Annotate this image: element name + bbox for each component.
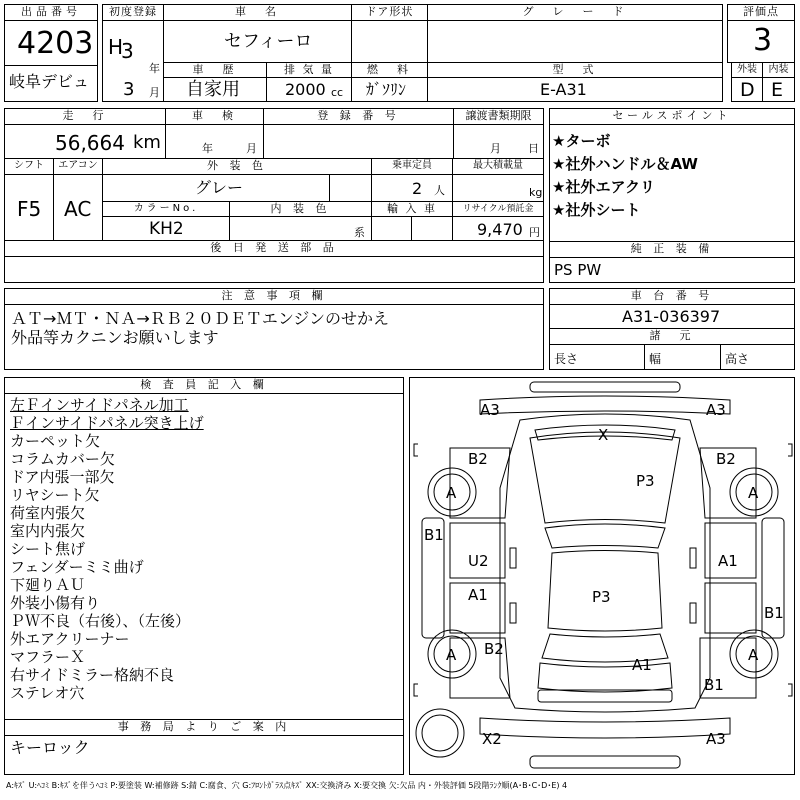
first-reg-cell	[102, 20, 164, 102]
reg-year: 3	[121, 39, 134, 63]
transfer-cell	[453, 124, 544, 159]
front-bumper	[480, 396, 730, 414]
transfer-label: 譲渡書類期限	[453, 108, 544, 125]
mileage: 56,664	[55, 131, 125, 155]
interior-label: 内装	[762, 62, 795, 78]
history-cell	[163, 77, 267, 102]
score-cell	[727, 20, 795, 63]
later-parts-label: 後 日 発 送 部 品	[4, 240, 544, 257]
chassis-number: A31-036397	[622, 307, 721, 326]
mark-left-rear-fender: B2	[484, 640, 504, 658]
car-name-cell	[163, 20, 352, 63]
model-cell	[427, 77, 723, 102]
door-type-cell	[351, 20, 428, 63]
sales-point: ★社外ハンドル＆AW	[552, 155, 698, 173]
grade-label: グ レ ー ド	[427, 4, 723, 21]
mark-roof: P3	[592, 588, 611, 606]
inspector-line: 右サイドミラー格納不良	[10, 666, 174, 684]
inspector-line: 外エアクリーナー	[10, 630, 130, 648]
mark-left-fender: B2	[468, 450, 488, 468]
right-rear-door	[705, 583, 756, 633]
later-parts-cell	[4, 256, 544, 283]
sales-point: ★社外シート	[552, 201, 641, 219]
inspector-line: Ｆインサイドパネル突き上げ	[10, 414, 204, 432]
car-name-label: 車 名	[163, 4, 352, 21]
inspector-line: 下廻りＡＵ	[10, 576, 86, 594]
mark-hood: P3	[636, 472, 655, 490]
mark-right-rear-fender: B1	[704, 676, 724, 694]
inspector-line: リヤシート欠	[10, 486, 100, 504]
door-type-label: ドア形状	[351, 4, 428, 21]
inspector-cell	[4, 393, 404, 720]
color-no: KH2	[149, 219, 184, 239]
mark-wheel-front-right: A	[748, 484, 759, 502]
score-label: 評価点	[727, 4, 795, 21]
recycle-label: リサイクル預託金	[452, 201, 544, 217]
genuine-equipment-cell	[549, 257, 795, 283]
inspector-line: カーペット欠	[10, 432, 101, 450]
legend: A:ｷｽﾞ U:ﾍｺﾐ B:ｷｽﾞを伴うﾍｺﾐ P:要塗装 W:補修跡 S:錆 C:腐食、穴 G:ﾌﾛﾝﾄｶﾞﾗｽ点ｷｽﾞ XX:交換済み X:要交換 欠:欠品 内・外装評価 5段階ﾗﾝｸ順(A･B･C･D･E) 4	[6, 781, 568, 790]
history-label: 車 歴	[163, 62, 267, 78]
capacity: 2	[412, 179, 423, 198]
notes-line: 外品等カクニンお願いします	[11, 328, 219, 347]
displacement-label: 排 気 量	[266, 62, 352, 78]
mark-left-rear-door: A1	[468, 586, 488, 604]
transfer-month-unit: 月	[490, 142, 501, 155]
reg-month: 3	[123, 79, 135, 100]
mark-rear-left: X2	[482, 730, 502, 748]
height-cell	[720, 344, 795, 370]
displacement: 2000	[285, 80, 326, 99]
import-label: 輸 入 車	[371, 201, 453, 217]
mark-wheel-rear-left: A	[446, 646, 457, 664]
mark-left-sill: B1	[424, 526, 444, 544]
spare-tire	[416, 709, 464, 757]
shift-cell	[4, 174, 54, 241]
office-line: キーロック	[10, 738, 90, 757]
office-label: 事 務 局 よ り ご 案 内	[4, 719, 404, 736]
capacity-unit: 人	[434, 184, 445, 197]
capacity-cell	[371, 174, 453, 202]
genuine-equipment-label: 純 正 装 備	[549, 241, 795, 258]
mileage-label: 走 行	[4, 108, 166, 125]
inspector-line: ステレオ穴	[10, 684, 85, 702]
sales-points-list	[552, 130, 698, 222]
auction-house: 岐阜デビュ	[9, 72, 90, 91]
ext-color-extra-cell	[329, 174, 372, 202]
ac-cell	[53, 174, 103, 241]
left-mirror-bracket-bottom	[414, 684, 418, 696]
recycle-fee: 9,470	[477, 220, 523, 239]
car-diagram-drawing	[410, 378, 795, 775]
right-mirror-bracket-top	[788, 444, 792, 456]
import-cell	[371, 216, 412, 241]
reg-no-cell	[263, 124, 454, 159]
ac: AC	[64, 197, 92, 221]
int-color-unit: 系	[354, 226, 365, 239]
width-label: 幅	[649, 352, 662, 366]
inspector-line: マフラーＸ	[10, 648, 86, 666]
shift: F5	[17, 197, 42, 221]
displacement-cell	[266, 77, 352, 102]
mark-wheel-rear-right: A	[748, 646, 759, 664]
length-cell	[549, 344, 645, 370]
auction-house-cell	[4, 65, 98, 102]
max-load-cell	[452, 174, 544, 202]
front-bumper-shape	[530, 382, 680, 392]
max-load-label: 最大積載量	[452, 158, 544, 175]
inspector-list	[10, 396, 204, 702]
inspector-line: 室内内張欠	[10, 522, 86, 540]
chassis-label: 車 台 番 号	[549, 288, 795, 305]
height-label: 高さ	[725, 352, 750, 366]
trunk	[538, 663, 672, 692]
lot-number-cell	[4, 20, 98, 66]
rear-bumper	[480, 718, 730, 738]
year-unit: 年	[149, 62, 160, 75]
history: 自家用	[186, 79, 240, 100]
right-mirror-bracket-bottom	[788, 684, 792, 696]
inspector-line: ＰＷ不良（右後）、（左後）	[10, 612, 191, 630]
score: 3	[753, 23, 773, 58]
ext-color-label: 外 装 色	[102, 158, 372, 175]
inspection-year-unit: 年	[202, 142, 213, 155]
reg-no-label: 登 録 番 号	[263, 108, 454, 125]
transfer-day-unit: 日	[528, 142, 539, 155]
mark-front-right: A3	[706, 401, 726, 419]
notes-cell	[4, 304, 544, 370]
sales-points-cell	[549, 124, 795, 242]
fuel: ｶﾞｿﾘﾝ	[366, 80, 407, 99]
mileage-cell	[4, 124, 166, 159]
mark-right-front-door: A1	[718, 552, 738, 570]
windshield	[545, 524, 665, 548]
right-handle-1	[690, 548, 696, 568]
era: H	[108, 35, 124, 59]
damage-marks	[424, 401, 784, 748]
mark-right-sill: B1	[764, 604, 784, 622]
model: E-A31	[540, 80, 587, 99]
mark-trunk: A1	[632, 656, 652, 674]
month-unit: 月	[149, 86, 160, 99]
recycle-cell	[452, 216, 544, 241]
recycle-unit: 円	[529, 226, 540, 239]
spec-label: 諸 元	[549, 328, 795, 345]
office-cell	[4, 735, 404, 775]
car-diagram	[409, 377, 795, 775]
sales-point: ★ターボ	[552, 132, 611, 150]
max-load-unit: kg	[529, 186, 543, 199]
width-cell	[644, 344, 721, 370]
exterior-grade-cell	[731, 77, 763, 102]
rear-bumper-bar	[530, 756, 680, 768]
ext-color: グレー	[195, 178, 244, 197]
int-color-cell	[229, 216, 372, 241]
model-label: 型 式	[427, 62, 723, 78]
mark-front-left: A3	[480, 401, 500, 419]
sales-points-label: セールスポイント	[549, 108, 795, 125]
exterior-grade: D	[740, 79, 755, 101]
ac-label: エアコン	[53, 158, 103, 175]
length-label: 長さ	[554, 352, 579, 366]
notes-line: ＡＴ→ＭＴ・ＮＡ→ＲＢ２０ＤＥＴエンジンのせかえ	[11, 309, 390, 328]
chassis-cell	[549, 304, 795, 329]
inspector-line: コラムカバー欠	[10, 450, 115, 468]
inspector-line: 左Ｆインサイドパネル加工	[10, 396, 189, 414]
inspector-line: ドア内張一部欠	[10, 468, 115, 486]
mileage-unit: km	[133, 132, 161, 153]
interior-grade-cell	[762, 77, 795, 102]
ext-color-cell	[102, 174, 330, 202]
grade-cell	[427, 20, 723, 63]
left-handle-1	[510, 548, 516, 568]
left-handle-2	[510, 603, 516, 623]
sales-point: ★社外エアクリ	[552, 178, 655, 196]
mark-rear-right: A3	[706, 730, 726, 748]
hood	[530, 432, 680, 523]
inspection-label: 車 検	[165, 108, 264, 125]
inspection-month-unit: 月	[246, 142, 257, 155]
capacity-label: 乗車定員	[371, 158, 453, 175]
left-mirror-bracket-top	[414, 444, 418, 456]
genuine-equipment: PS PW	[554, 261, 602, 279]
car-name: セフィーロ	[224, 31, 313, 52]
mark-right-fender: B2	[716, 450, 736, 468]
first-reg-label: 初度登録	[102, 4, 164, 21]
mark-wheel-front-left: A	[446, 484, 457, 502]
fuel-label: 燃 料	[351, 62, 428, 78]
shift-label: シフト	[4, 158, 54, 175]
notes-label: 注 意 事 項 欄	[4, 288, 544, 305]
int-color-label: 内 装 色	[229, 201, 372, 217]
inspector-line: 荷室内張欠	[10, 504, 86, 522]
inspection-cell	[165, 124, 264, 159]
color-no-label: カラーNo.	[102, 201, 230, 217]
mark-grille: X	[598, 426, 609, 444]
interior-grade: E	[771, 79, 784, 101]
inspector-label: 検 査 員 記 入 欄	[4, 377, 404, 394]
lot-number: 4203	[17, 26, 94, 61]
lot-number-label: 出品番号	[4, 4, 98, 21]
import-cell-2	[411, 216, 453, 241]
inspector-line: 外装小傷有り	[10, 594, 101, 612]
exterior-label: 外装	[731, 62, 763, 78]
inspector-line: シート焦げ	[10, 540, 86, 558]
fuel-cell	[351, 77, 428, 102]
color-no-cell	[102, 216, 230, 241]
right-handle-2	[690, 603, 696, 623]
displacement-unit: cc	[331, 86, 344, 99]
inspector-line: フェンダーミミ曲げ	[10, 558, 144, 576]
mark-left-front-door: U2	[468, 552, 489, 570]
